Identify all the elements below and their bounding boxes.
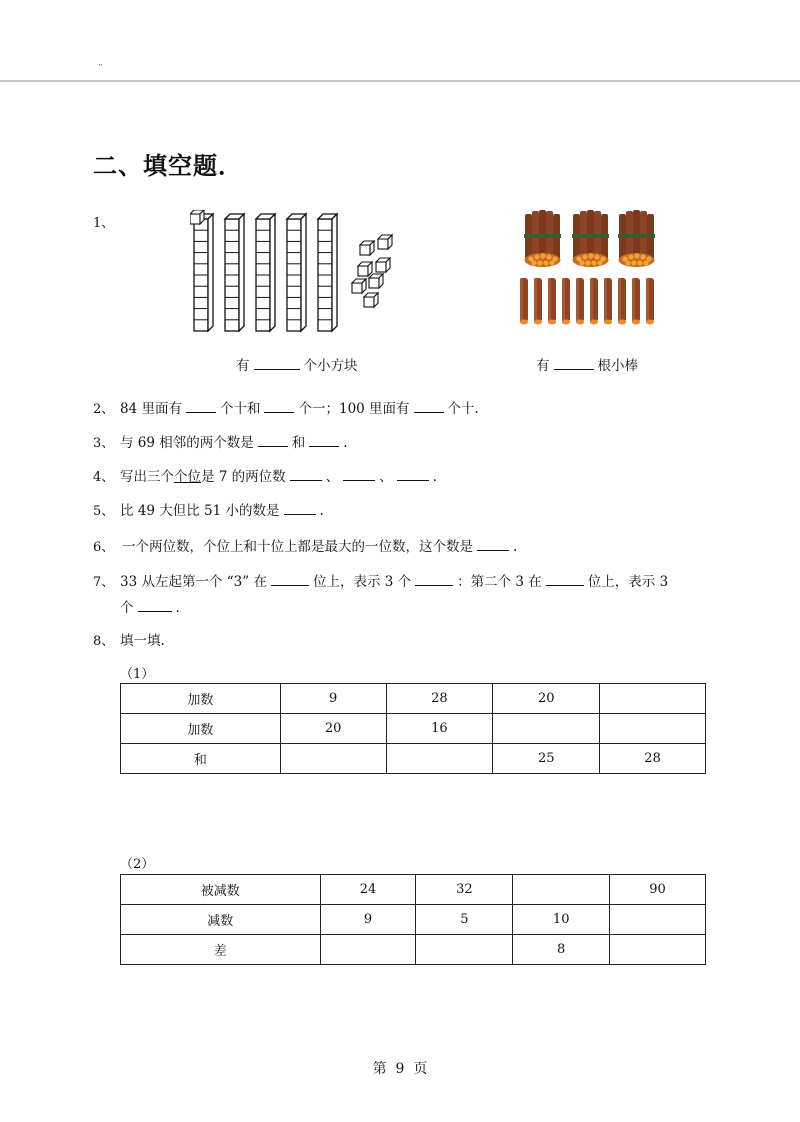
subtraction-table	[120, 874, 706, 965]
header-rule	[0, 80, 800, 82]
q2-blank-3[interactable]	[414, 400, 444, 413]
table-cell-blank[interactable]	[493, 714, 600, 744]
table-cell: 32	[416, 875, 513, 905]
q5-number: 5、	[93, 504, 115, 519]
table-row	[121, 714, 706, 744]
q7-blank-4[interactable]	[138, 599, 172, 612]
table-cell: 24	[320, 875, 416, 905]
q1-cubes-caption: 有 个小方块	[236, 358, 358, 374]
ten-rod-icon	[194, 214, 213, 331]
q3-blank-2[interactable]	[309, 434, 339, 447]
q4-text: 写出三个个位是 7 的两位数 、 、 .	[120, 469, 437, 485]
q8-number: 8、	[93, 634, 115, 649]
table-cell: 被减数	[121, 875, 321, 905]
table-cell-blank[interactable]	[280, 744, 386, 774]
section-title: 二、填空题．	[93, 152, 243, 180]
table1-label: （1）	[120, 667, 155, 682]
q3-number: 3、	[93, 436, 115, 451]
table-cell: 和	[121, 744, 281, 774]
q5-text: 比 49 大但比 51 小的数是 .	[120, 503, 324, 519]
table-cell: 25	[493, 744, 600, 774]
q1-cubes-blank[interactable]	[254, 357, 300, 370]
q6-number: 6、	[93, 540, 115, 555]
q7-text-line2: 个 .	[120, 600, 180, 616]
q7-number: 7、	[93, 575, 115, 590]
table-cell: 5	[416, 905, 513, 935]
q4-number: 4、	[93, 470, 115, 485]
q1-number: 1、	[93, 216, 115, 231]
table-cell: 10	[513, 905, 610, 935]
table-cell: 16	[386, 714, 493, 744]
table-cell: 90	[610, 875, 706, 905]
q3-blank-1[interactable]	[258, 434, 288, 447]
sticks-illustration	[515, 208, 665, 328]
q1-sticks-caption: 有 根小棒	[536, 358, 638, 374]
table-cell: 减数	[121, 905, 321, 935]
q4-blank-3[interactable]	[397, 468, 429, 481]
table-cell-blank[interactable]	[320, 935, 416, 965]
base-ten-cubes-illustration	[190, 210, 400, 336]
q1-sticks-blank[interactable]	[554, 357, 594, 370]
table-cell-blank[interactable]	[386, 744, 493, 774]
q3-text: 与 69 相邻的两个数是 和 .	[120, 435, 348, 451]
q7-text-line1: 33 从左起第一个 “3” 在 位上，表示 3 个 ：第二个 3 在 位上，表示 3	[120, 574, 669, 590]
unit-cube-icon	[190, 210, 204, 224]
table-cell: 20	[493, 684, 600, 714]
table-cell: 9	[280, 684, 386, 714]
q8-title: 填一填.	[120, 633, 165, 649]
table-row	[121, 875, 706, 905]
table-row	[121, 684, 706, 714]
table-cell: 20	[280, 714, 386, 744]
table-cell: 加数	[121, 684, 281, 714]
table-cell: 9	[320, 905, 416, 935]
page-footer: 第 9 页	[372, 1061, 428, 1077]
table-cell-blank[interactable]	[416, 935, 513, 965]
q2-blank-1[interactable]	[186, 400, 216, 413]
table-cell-blank[interactable]	[600, 684, 706, 714]
q2-blank-2[interactable]	[264, 400, 294, 413]
q6-text: 一个两位数，个位上和十位上都是最大的一位数，这个数是 .	[122, 539, 518, 555]
table-cell: 8	[513, 935, 610, 965]
q4-blank-1[interactable]	[290, 468, 322, 481]
q7-blank-3[interactable]	[546, 573, 584, 586]
table-cell-blank[interactable]	[610, 935, 706, 965]
table2-label: （2）	[120, 857, 155, 872]
q4-blank-2[interactable]	[343, 468, 375, 481]
table-cell: 加数	[121, 714, 281, 744]
addition-table	[120, 683, 706, 774]
q6-blank[interactable]	[477, 538, 509, 551]
table-cell: 差	[121, 935, 321, 965]
q5-blank[interactable]	[284, 502, 316, 515]
q7-blank-2[interactable]	[415, 573, 453, 586]
table-cell-blank[interactable]	[610, 905, 706, 935]
table-cell-blank[interactable]	[600, 714, 706, 744]
table-cell: 28	[600, 744, 706, 774]
table-row	[121, 905, 706, 935]
header-mark: ¨	[98, 64, 103, 75]
q7-blank-1[interactable]	[271, 573, 309, 586]
table-cell-blank[interactable]	[513, 875, 610, 905]
table-row	[121, 935, 706, 965]
table-row	[121, 744, 706, 774]
q2-number: 2、	[93, 402, 115, 417]
q2-text: 84 里面有 个十和 个一；100 里面有 个十.	[120, 401, 479, 417]
table-cell: 28	[386, 684, 493, 714]
